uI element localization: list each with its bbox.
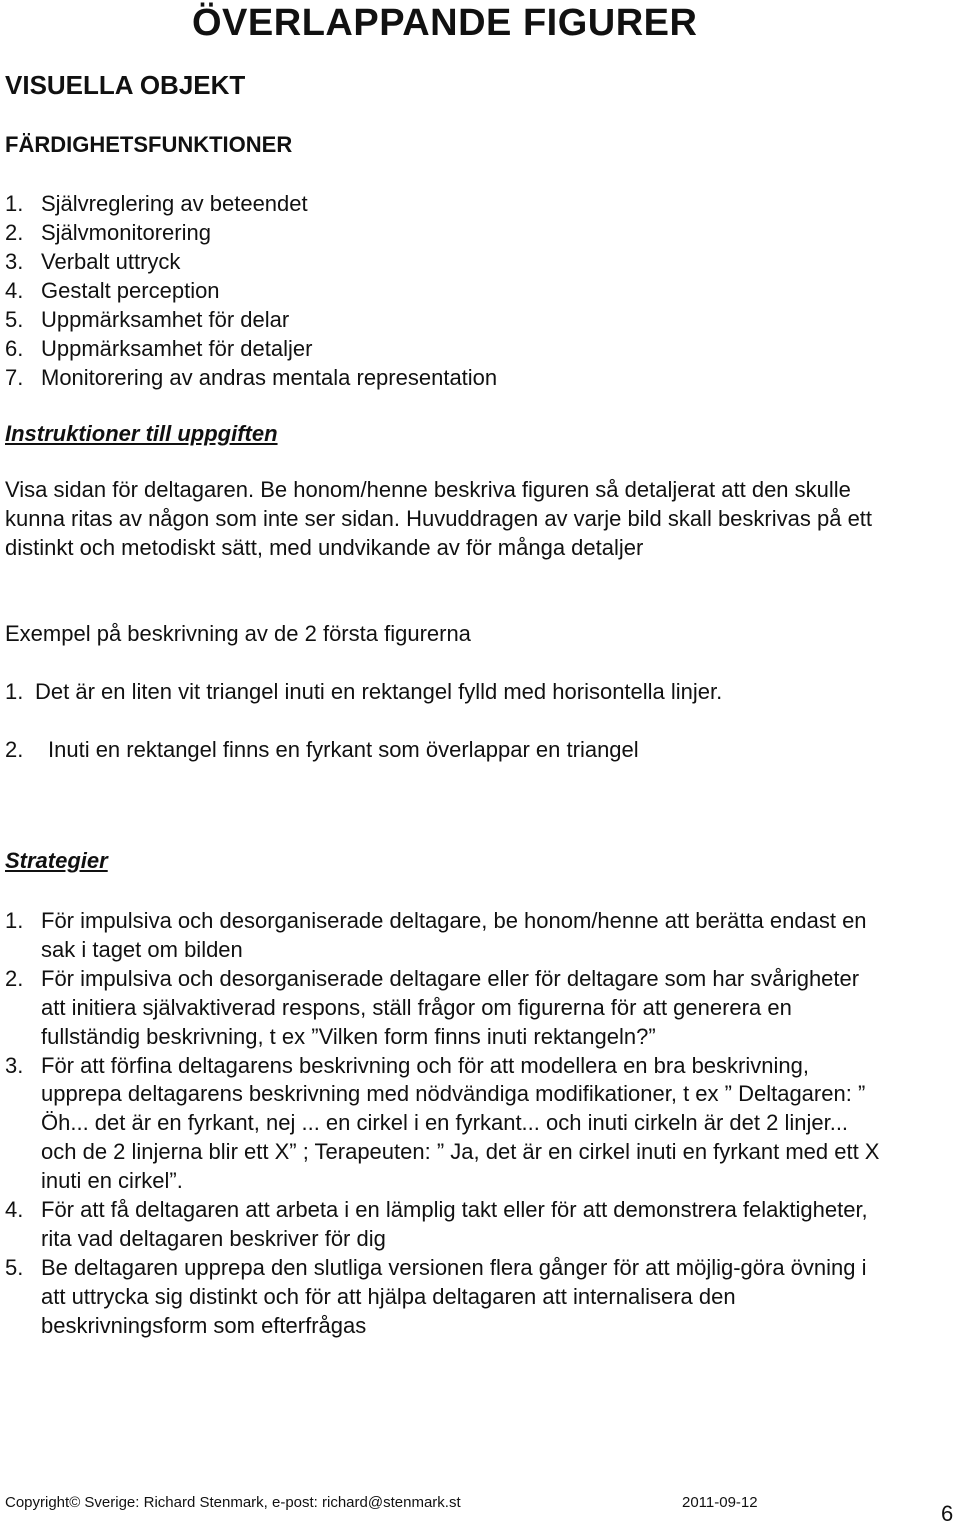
list-item: 4. För att få deltagaren att arbeta i en lämplig takt eller för att demonstrera felaktigheter, rita vad deltagaren beskriver för dig: [5, 1197, 868, 1251]
list-item: 2. För impulsiva och desorganiserade deltagare eller för deltagare som har svårigheter att initiera självaktiverad respons, ställ frågor om figurerna för att generera en fullständig beskrivning, t ex ”Vilken form finns inuti rektangeln?”: [5, 965, 860, 1049]
list-item: 4. Gestalt perception: [5, 278, 220, 303]
strategies-heading: Strategier: [5, 848, 108, 873]
section-title: VISUELLA OBJEKT: [5, 70, 246, 100]
skills-list: [5, 189, 497, 392]
list-item: 5. Be deltagaren upprepa den slutliga versionen flera gånger för att möjlig-göra övning i att uttrycka sig distinkt och för att hjälpa deltagaren att internalisera den beskrivningsform som efterfrågas: [5, 1254, 867, 1338]
list-item: 2. Självmonitorering: [5, 220, 211, 245]
instructions-heading: Instruktioner till uppgiften: [5, 421, 278, 446]
list-item: 7. Monitorering av andras mentala representation: [5, 365, 498, 390]
list-item: 1. Självreglering av beteendet: [5, 191, 308, 216]
skills-heading: FÄRDIGHETSFUNKTIONER: [5, 132, 293, 157]
strategies-list: [5, 907, 885, 1341]
list-item: 3. För att förfina deltagarens beskrivning och för att modellera en bra beskrivning, upprepa deltagarens beskrivning med nödvändiga modifikationer, t ex ” Deltagaren: ” Öh... det är en fyrkant, nej ... en cirkel i en fyrkant... och inuti cirkeln är det 2 linjer... och de 2 linjerna blir ett X” ; Terapeuten: ” Ja, det är en cirkel inuti en fyrkant med ett X inuti en cirkel”.: [5, 1052, 880, 1194]
instructions-paragraph: Visa sidan för deltagaren. Be honom/henne beskriva figuren så detaljerat att den skulle kunna ritas av någon som inte ser sidan. Huvuddragen av varje bild skall beskrivas på ett distinkt och metodiskt sätt, med undvikande av för många detaljer: [5, 477, 873, 560]
list-item: 5. Uppmärksamhet för delar: [5, 307, 290, 332]
page-title: ÖVERLAPPANDE FIGURER: [192, 2, 698, 44]
page-number: 6: [941, 1501, 954, 1526]
example-item: 2. Inuti en rektangel finns en fyrkant som överlappar en triangel: [5, 737, 639, 762]
example-item: 1. Det är en liten vit triangel inuti en rektangel fylld med horisontella linjer.: [5, 679, 723, 704]
list-item: 6. Uppmärksamhet för detaljer: [5, 336, 313, 361]
footer-date: 2011-09-12: [682, 1494, 758, 1511]
list-item: 1. För impulsiva och desorganiserade deltagare, be honom/henne att berätta endast en sak i taget om bilden: [5, 908, 867, 962]
example-heading: Exempel på beskrivning av de 2 första figurerna: [5, 621, 471, 646]
list-item: 3. Verbalt uttryck: [5, 249, 181, 274]
footer-copyright: Copyright© Sverige: Richard Stenmark, e-post: richard@stenmark.st: [5, 1494, 461, 1511]
